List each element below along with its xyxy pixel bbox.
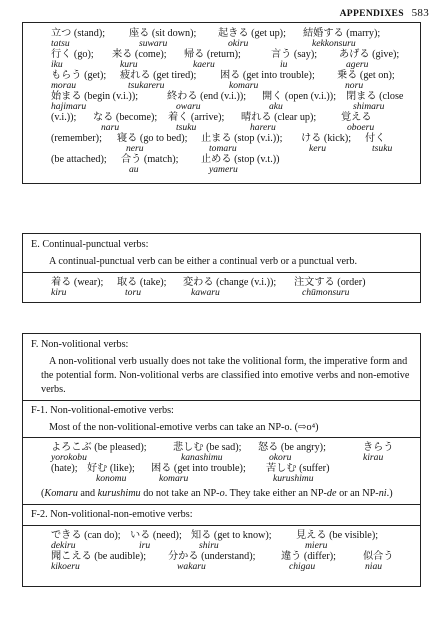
verb-entry: 晴れる (clear up); [241,112,317,123]
romanization: kurushimu [273,473,314,484]
romanization: tatsu [51,38,70,49]
romanization-line [41,562,412,572]
verb-entry: 分かる (understand); [168,551,256,562]
verb-entry: 着る (wear); [51,277,104,288]
romanization-line [41,60,412,70]
romanization: kaeru [193,59,215,70]
romanization: yameru [209,164,238,175]
note-term-de: de [326,488,337,499]
romanization-line [41,39,412,49]
romanization: aku [269,101,283,112]
romanization: niau [365,561,383,572]
verb-entry: 開く (open (v.i.)); [262,91,337,102]
note-part: .) [386,488,393,499]
romanization: tsuku [372,143,393,154]
romanization: dekiru [51,540,76,551]
note-term-o: o [219,488,225,499]
romanization: chūmonsuru [302,287,350,298]
romanization: komaru [159,473,189,484]
romanization: konomu [96,473,127,484]
note-part: ( [41,488,45,499]
section-f-description: A non-volitional verb usually does not take the volitional form, the imperative form and the potential form. Non-volitional verbs are classified into emotive verbs and non-emotive verbs. [41,356,410,395]
romanization-line [41,453,412,463]
note-term-ni: ni [378,488,387,499]
section-f1-description: Most of the non-volitional-emotive verbs can take an NP-o. (⇨o⁴) [49,422,319,433]
romanization: komaru [229,80,259,91]
romanization-line [41,541,412,551]
page-header [340,7,429,19]
romanization: oboeru [347,122,375,133]
romanization: au [129,164,139,175]
verb-entry: なる (become); [93,112,158,123]
romanization: morau [51,80,77,91]
section-f2-verb-list [23,526,420,586]
section-f-title: F. Non-volitional verbs: [31,339,129,350]
romanization: noru [345,80,364,91]
verb-entry: 始まる (begin (v.i.)); [51,91,139,102]
verb-entry: できる (can do); [51,530,121,541]
verb-entry: 違う (differ); [281,551,336,562]
section-e-description: A continual-punctual verb can be either a continual verb or a punctual verb. [49,256,358,267]
romanization-line [41,474,412,484]
romanization: wakaru [177,561,206,572]
romanization-line [41,288,412,298]
verb-line [41,277,412,288]
romanization: neru [126,143,144,154]
verb-list-box [22,22,421,184]
verb-entry: 寝る (go to bed); [117,133,188,144]
verb-entry: 取る (take); [117,277,167,288]
verb-entry: 聞こえる (be audible); [51,551,147,562]
verb-entry: 怒る (be angry); [258,442,326,453]
romanization: tsukareru [128,80,165,91]
verb-line [41,28,412,39]
romanization: hareru [250,122,276,133]
romanization: kanashimu [181,452,223,463]
verb-entry: 苦しむ (suffer) [266,463,330,474]
note-part: and [77,488,98,499]
verb-line [41,530,412,541]
romanization-line [41,81,412,91]
verb-entry: もらう (get); [51,70,107,81]
section-e-box [22,233,421,303]
verb-entry: 好む (like); [87,463,135,474]
romanization: owaru [176,101,201,112]
romanization-line [41,165,412,175]
verb-entry: (hate); [51,463,78,474]
verb-entry: 似合う [363,551,394,562]
romanization: kirau [363,452,384,463]
verb-entry: 止める (stop (v.t.)) [201,154,280,165]
section-label: APPENDIXES [339,8,404,19]
verb-entry: 疲れる (get tired); [120,70,197,81]
verb-entry: 乗る (get on); [337,70,395,81]
romanization: iku [51,59,63,70]
romanization: suwaru [139,38,168,49]
romanization: iu [280,59,288,70]
verb-line [41,551,412,562]
romanization: yorokobu [51,452,87,463]
note-part: or an NP- [336,488,379,499]
verb-entry: 見える (be visible); [296,530,379,541]
section-f2-title: F-2. Non-volitional-non-emotive verbs: [31,509,193,520]
note-term-kurushimu: kurushimu [97,488,141,499]
verb-entry: 結婚する (marry); [303,28,381,39]
verb-entry: ける (kick); [301,133,352,144]
romanization: okoru [269,452,292,463]
verb-entry: いる (need); [130,530,182,541]
note-part: do not take an NP- [140,488,220,499]
section-e-verb-list [23,273,420,302]
verb-line [41,442,412,453]
verb-entry: 起きる (get up); [218,28,286,39]
verb-entry: 覚える [341,112,372,123]
verb-entry: 知る (get to know); [191,530,272,541]
verb-entry: 座る (sit down); [129,28,197,39]
romanization: okiru [228,38,249,49]
romanization-line [41,123,412,133]
romanization: keru [309,143,327,154]
section-f-box [22,333,421,587]
note-term-komaru: Komaru [44,488,78,499]
romanization: tsuku [176,122,197,133]
verb-entry: (v.i.)); [51,112,77,123]
romanization: iru [139,540,151,551]
romanization: kawaru [191,287,220,298]
verb-entry: 困る (get into trouble); [151,463,246,474]
romanization-line [41,144,412,154]
note-part: . They take either an NP- [224,488,327,499]
romanization: tomaru [209,143,237,154]
verb-entry: 閉まる (close [346,91,404,102]
verb-entry: 帰る (return); [184,49,241,60]
romanization: hajimaru [51,101,87,112]
verb-entry: 来る (come); [112,49,167,60]
verb-list [23,23,420,183]
romanization: kikoeru [51,561,80,572]
romanization: ageru [346,59,369,70]
verb-entry: (remember); [51,133,102,144]
verb-entry: 立つ (stand); [51,28,106,39]
verb-entry: 合う (match); [121,154,179,165]
romanization: kuru [120,59,138,70]
verb-entry: 言う (say); [271,49,318,60]
verb-entry: 着く (arrive); [168,112,225,123]
section-e-title: E. Continual-punctual verbs: [31,239,149,250]
verb-entry: 付く [365,133,386,144]
verb-entry: 悲しむ (be sad); [173,442,242,453]
verb-entry: 変わる (change (v.i.)); [183,277,277,288]
page-number: 583 [411,7,429,19]
romanization: naru [101,122,120,133]
section-f1-title: F-1. Non-volitional-emotive verbs: [31,405,174,416]
romanization-line [41,102,412,112]
verb-entry: よろこぶ (be pleased); [51,442,147,453]
romanization: shimaru [353,101,385,112]
verb-entry: 行く (go); [51,49,94,60]
section-f1-verb-list [23,438,420,485]
romanization: toru [125,287,141,298]
section-f1-note [23,485,420,504]
verb-entry: 困る (get into trouble); [220,70,315,81]
verb-entry: (be attached); [51,154,107,165]
romanization: shiru [199,540,219,551]
verb-entry: 止まる (stop (v.i.)); [201,133,283,144]
verb-entry: きらう [363,442,394,453]
verb-entry: 注文する (order) [294,277,366,288]
romanization: mieru [305,540,328,551]
romanization: kiru [51,287,67,298]
verb-entry: あげる (give); [339,49,400,60]
romanization: chigau [289,561,316,572]
verb-entry: 終わる (end (v.i.)); [167,91,247,102]
romanization: kekkonsuru [312,38,356,49]
